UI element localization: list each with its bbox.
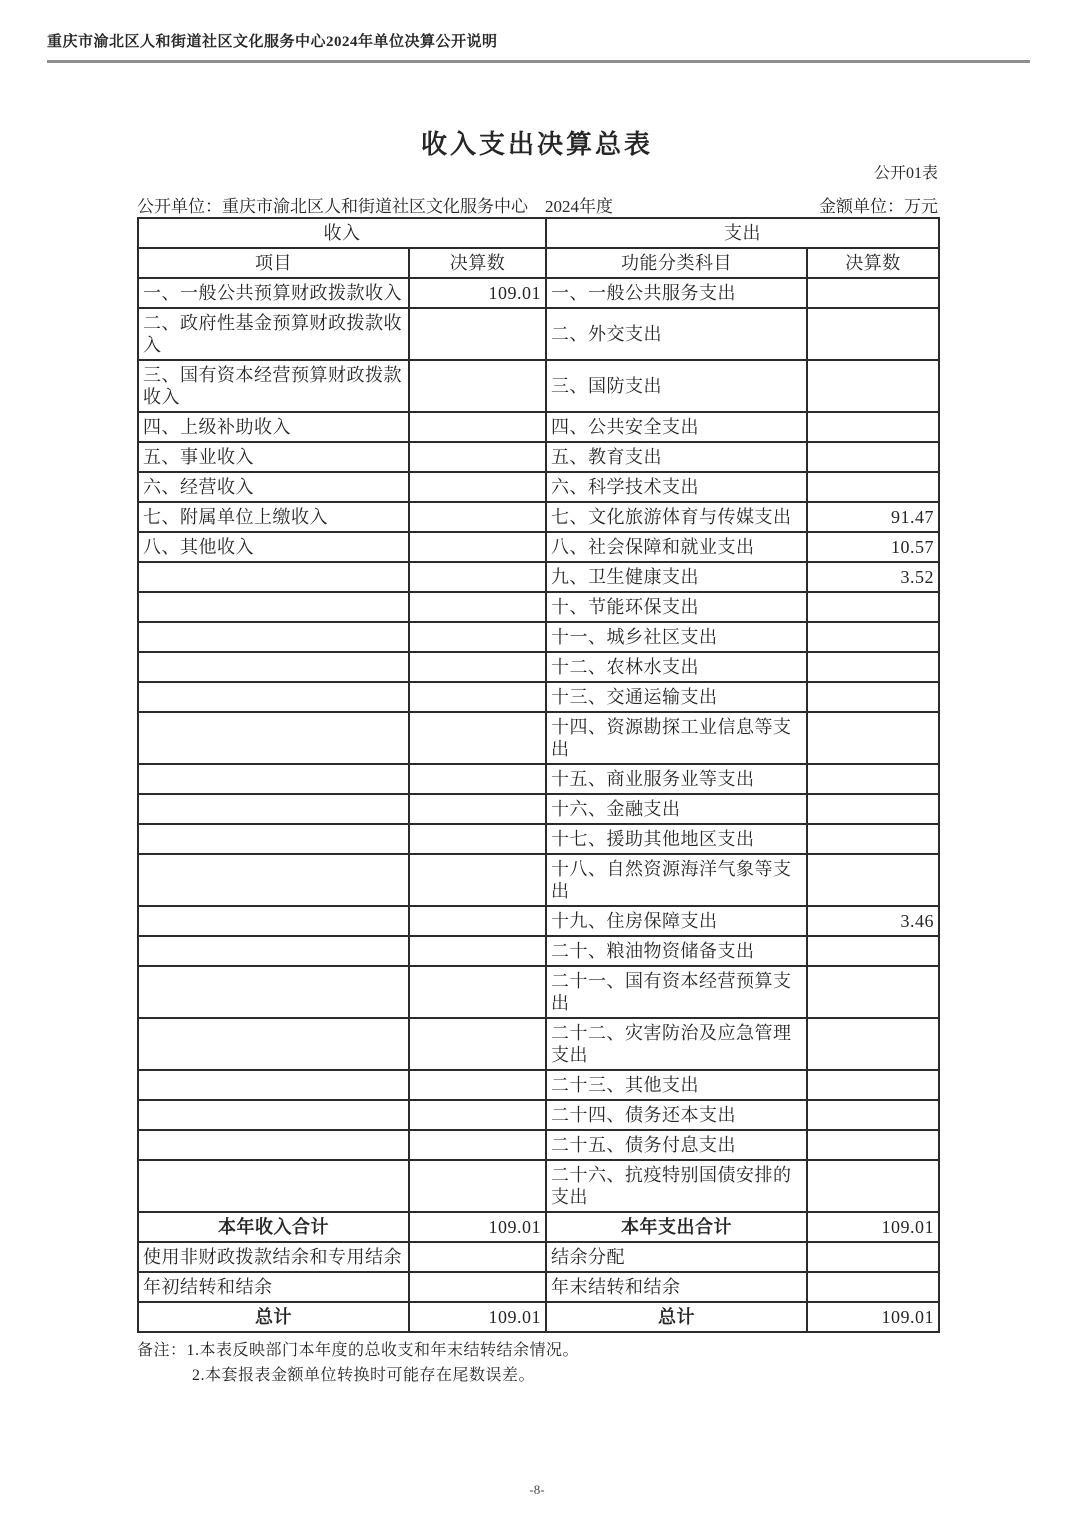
income-amount-cell — [409, 1100, 546, 1130]
table-row — [138, 278, 939, 308]
table-row — [138, 764, 939, 794]
income-item-cell — [138, 764, 409, 794]
page-number: -8- — [529, 1482, 545, 1497]
expense-amount-cell — [807, 412, 939, 442]
table-row — [138, 1130, 939, 1160]
table-row — [138, 794, 939, 824]
col-header-amount: 决算数 — [807, 248, 939, 278]
expense-amount-cell — [807, 360, 939, 412]
income-amount-cell — [409, 562, 546, 592]
expense-amount-cell — [807, 936, 939, 966]
summary-row — [138, 1212, 939, 1242]
table-row — [138, 472, 939, 502]
expense-amount-cell — [807, 1130, 939, 1160]
income-amount-cell — [409, 854, 546, 906]
table-container — [137, 217, 938, 1388]
income-amount-cell — [409, 308, 546, 360]
expense-item-cell: 结余分配 — [546, 1242, 807, 1272]
income-item-cell — [138, 1100, 409, 1130]
income-item-cell: 本年收入合计 — [138, 1212, 409, 1242]
income-item-cell: 四、上级补助收入 — [138, 412, 409, 442]
expense-amount-cell — [807, 442, 939, 472]
table-row — [138, 1160, 939, 1212]
table-body — [138, 278, 939, 1332]
table-row — [138, 308, 939, 360]
table-row — [138, 906, 939, 936]
expense-amount-cell — [807, 764, 939, 794]
expense-amount-cell — [807, 1160, 939, 1212]
expense-item-cell: 十五、商业服务业等支出 — [546, 764, 807, 794]
expense-item-cell: 六、科学技术支出 — [546, 472, 807, 502]
income-amount-cell — [409, 1242, 546, 1272]
table-row — [138, 502, 939, 532]
income-amount-cell — [409, 1070, 546, 1100]
expense-item-cell: 十四、资源勘探工业信息等支出 — [546, 712, 807, 764]
income-item-cell: 三、国有资本经营预算财政拨款收入 — [138, 360, 409, 412]
expense-amount-cell — [807, 622, 939, 652]
col-header-item: 项目 — [138, 248, 409, 278]
expense-amount-cell: 3.52 — [807, 562, 939, 592]
expense-amount-cell — [807, 1018, 939, 1070]
expense-item-cell: 十八、自然资源海洋气象等支出 — [546, 854, 807, 906]
income-item-cell — [138, 1070, 409, 1100]
expense-section-header: 支出 — [546, 218, 939, 248]
income-amount-cell — [409, 936, 546, 966]
expense-amount-cell — [807, 682, 939, 712]
expense-amount-cell: 109.01 — [807, 1212, 939, 1242]
page-title: 收入支出决算总表 — [420, 130, 653, 159]
income-item-cell — [138, 1018, 409, 1070]
income-item-cell: 一、一般公共预算财政拨款收入 — [138, 278, 409, 308]
income-amount-cell — [409, 360, 546, 412]
expense-amount-cell — [807, 712, 939, 764]
income-item-cell — [138, 562, 409, 592]
expense-item-cell: 二十二、灾害防治及应急管理支出 — [546, 1018, 807, 1070]
income-item-cell: 年初结转和结余 — [138, 1272, 409, 1302]
income-item-cell — [138, 1130, 409, 1160]
income-amount-cell — [409, 412, 546, 442]
expense-amount-cell — [807, 1070, 939, 1100]
income-item-cell — [138, 622, 409, 652]
income-amount-cell — [409, 906, 546, 936]
expense-amount-cell — [807, 652, 939, 682]
expense-amount-cell — [807, 824, 939, 854]
expense-item-cell: 三、国防支出 — [546, 360, 807, 412]
expense-amount-cell — [807, 1100, 939, 1130]
income-expense-table — [137, 217, 940, 1333]
amount-unit-label: 金额单位：万元 — [819, 197, 938, 216]
expense-amount-cell: 3.46 — [807, 906, 939, 936]
table-row — [138, 532, 939, 562]
expense-item-cell: 九、卫生健康支出 — [546, 562, 807, 592]
table-row — [138, 622, 939, 652]
table-row — [138, 1070, 939, 1100]
income-item-cell — [138, 966, 409, 1018]
table-row — [138, 824, 939, 854]
expense-item-cell: 十、节能环保支出 — [546, 592, 807, 622]
income-amount-cell — [409, 472, 546, 502]
expense-item-cell: 二十五、债务付息支出 — [546, 1130, 807, 1160]
summary-row — [138, 1242, 939, 1272]
col-header-function: 功能分类科目 — [546, 248, 807, 278]
expense-item-cell: 十一、城乡社区支出 — [546, 622, 807, 652]
expense-amount-cell — [807, 308, 939, 360]
table-row — [138, 562, 939, 592]
expense-amount-cell — [807, 854, 939, 906]
expense-amount-cell — [807, 1242, 939, 1272]
expense-item-cell: 本年支出合计 — [546, 1212, 807, 1242]
table-row — [138, 1018, 939, 1070]
income-amount-cell: 109.01 — [409, 1212, 546, 1242]
income-item-cell: 六、经营收入 — [138, 472, 409, 502]
income-item-cell: 使用非财政拨款结余和专用结余 — [138, 1242, 409, 1272]
income-item-cell: 总计 — [138, 1302, 409, 1332]
table-row — [138, 360, 939, 412]
expense-amount-cell — [807, 472, 939, 502]
income-section-header: 收入 — [138, 218, 546, 248]
expense-item-cell: 二十一、国有资本经营预算支出 — [546, 966, 807, 1018]
income-amount-cell — [409, 824, 546, 854]
income-amount-cell — [409, 592, 546, 622]
income-item-cell — [138, 592, 409, 622]
expense-amount-cell: 10.57 — [807, 532, 939, 562]
income-amount-cell — [409, 682, 546, 712]
table-row — [138, 442, 939, 472]
income-item-cell — [138, 682, 409, 712]
income-amount-cell — [409, 1160, 546, 1212]
income-amount-cell — [409, 712, 546, 764]
income-amount-cell — [409, 764, 546, 794]
income-amount-cell: 109.01 — [409, 1302, 546, 1332]
expense-amount-cell: 91.47 — [807, 502, 939, 532]
income-item-cell — [138, 906, 409, 936]
summary-row — [138, 1302, 939, 1332]
income-amount-cell — [409, 1018, 546, 1070]
expense-amount-cell — [807, 1272, 939, 1302]
expense-item-cell: 八、社会保障和就业支出 — [546, 532, 807, 562]
expense-item-cell: 十七、援助其他地区支出 — [546, 824, 807, 854]
income-item-cell — [138, 712, 409, 764]
table-row — [138, 854, 939, 906]
income-amount-cell — [409, 1272, 546, 1302]
income-amount-cell — [409, 622, 546, 652]
expense-amount-cell: 109.01 — [807, 1302, 939, 1332]
table-row — [138, 652, 939, 682]
expense-item-cell: 十三、交通运输支出 — [546, 682, 807, 712]
table-number-label: 公开01表 — [873, 165, 938, 182]
income-item-cell: 二、政府性基金预算财政拨款收入 — [138, 308, 409, 360]
income-amount-cell — [409, 502, 546, 532]
table-row — [138, 966, 939, 1018]
expense-item-cell: 十六、金融支出 — [546, 794, 807, 824]
expense-item-cell: 七、文化旅游体育与传媒支出 — [546, 502, 807, 532]
expense-amount-cell — [807, 794, 939, 824]
table-row — [138, 936, 939, 966]
income-amount-cell — [409, 794, 546, 824]
income-amount-cell — [409, 966, 546, 1018]
expense-item-cell: 二、外交支出 — [546, 308, 807, 360]
income-item-cell: 五、事业收入 — [138, 442, 409, 472]
income-amount-cell — [409, 532, 546, 562]
expense-item-cell: 二十六、抗疫特别国债安排的支出 — [546, 1160, 807, 1212]
expense-item-cell: 二十三、其他支出 — [546, 1070, 807, 1100]
income-item-cell — [138, 854, 409, 906]
expense-item-cell: 一、一般公共服务支出 — [546, 278, 807, 308]
col-header-amount: 决算数 — [409, 248, 546, 278]
column-header-row — [138, 248, 939, 278]
unit-info-line — [137, 192, 938, 217]
footnotes — [137, 1338, 938, 1388]
disclosure-unit-label: 公开单位：重庆市渝北区人和街道社区文化服务中心 2024年度 — [137, 197, 613, 216]
table-row — [138, 1100, 939, 1130]
footnote-line: 2.本套报表金额单位转换时可能存在尾数误差。 — [192, 1367, 536, 1384]
table-row — [138, 412, 939, 442]
expense-item-cell: 十二、农林水支出 — [546, 652, 807, 682]
expense-item-cell: 年末结转和结余 — [546, 1272, 807, 1302]
income-amount-cell — [409, 652, 546, 682]
expense-amount-cell — [807, 966, 939, 1018]
summary-row — [138, 1272, 939, 1302]
income-item-cell — [138, 652, 409, 682]
income-item-cell — [138, 794, 409, 824]
expense-item-cell: 四、公共安全支出 — [546, 412, 807, 442]
footnote-line: 备注：1.本表反映部门本年度的总收支和年末结转结余情况。 — [137, 1342, 580, 1359]
table-row — [138, 592, 939, 622]
expense-amount-cell — [807, 592, 939, 622]
income-item-cell — [138, 936, 409, 966]
expense-amount-cell — [807, 278, 939, 308]
table-row — [138, 712, 939, 764]
expense-item-cell: 十九、住房保障支出 — [546, 906, 807, 936]
table-row — [138, 682, 939, 712]
expense-item-cell: 总计 — [546, 1302, 807, 1332]
income-amount-cell: 109.01 — [409, 278, 546, 308]
income-item-cell — [138, 824, 409, 854]
income-item-cell: 八、其他收入 — [138, 532, 409, 562]
expense-item-cell: 二十四、债务还本支出 — [546, 1100, 807, 1130]
document-header: 重庆市渝北区人和街道社区文化服务中心2024年单位决算公开说明 — [47, 30, 1030, 63]
section-header-row — [138, 218, 939, 248]
income-item-cell — [138, 1160, 409, 1212]
expense-item-cell: 五、教育支出 — [546, 442, 807, 472]
expense-item-cell: 二十、粮油物资储备支出 — [546, 936, 807, 966]
income-item-cell: 七、附属单位上缴收入 — [138, 502, 409, 532]
income-amount-cell — [409, 1130, 546, 1160]
income-amount-cell — [409, 442, 546, 472]
